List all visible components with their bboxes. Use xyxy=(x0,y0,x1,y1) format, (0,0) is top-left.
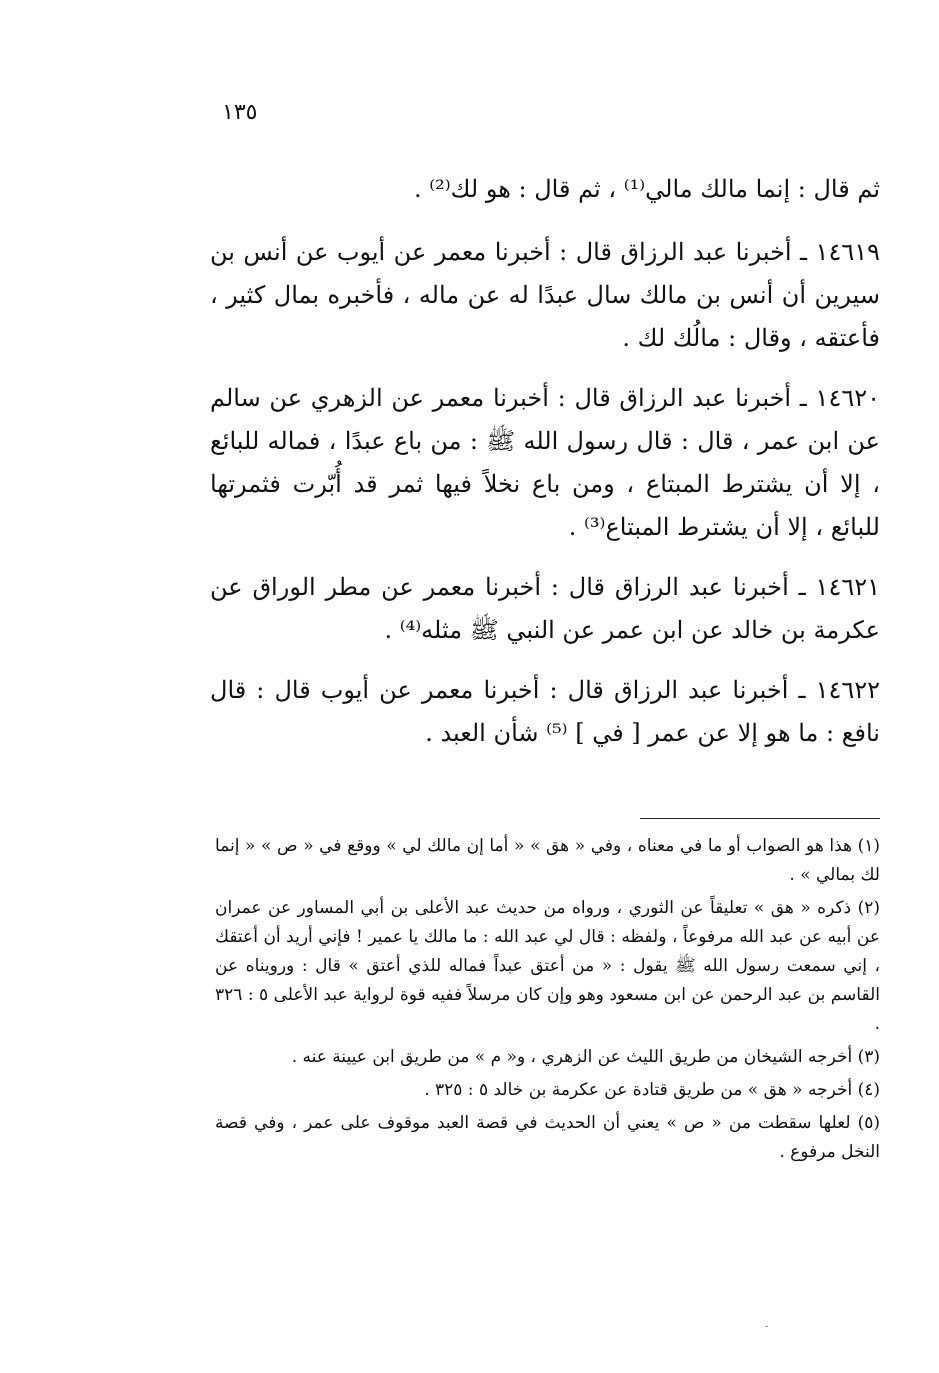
hadith-14621: ١٤٦٢١ ـ أخبرنا عبد الرزاق قال : أخبرنا معمر عن مطر الوراق عن عكرمة بن خالد عن ابن عمر عن النبي ﷺ مثله⁽⁴⁾ . xyxy=(210,573,880,644)
hadith-14619: ١٤٦١٩ ـ أخبرنا عبد الرزاق قال : أخبرنا معمر عن أيوب عن أنس بن سيرين أن أنس بن مالك سال عبدًا له عن ماله ، فأخبره بمال كثير ، فأعتقه ، وقال : مالُك لك . xyxy=(210,238,880,352)
main-text xyxy=(210,168,880,772)
footnote-4: (٤) أخرجه « هق » من طريق قتادة عن عكرمة بن خالد ٥ : ٣٢٥ . xyxy=(424,1080,880,1100)
footnote-2: (٢) ذكره « هق » تعليقاً عن الثوري ، ورواه من حديث عبد الأعلى بن أبي المساور عن عمران عن أبيه عن عبد الله مرفوعاً ، ولفظه : قال لي عبد الله : ما مالك يا عمير ! فإني أريد أن أعتقك ، إني سمعت رسول الله ﷺ يقول : « من أعتق عبداً فماله للذي أعتق » قال : ورويناه عن القاسم بن عبد الرحمن عن ابن مسعود وهو وإن كان مرسلاً ففيه قوة لرواية عبد الأعلى ٥ : ٣٢٦ . xyxy=(215,898,880,1034)
footnote-separator xyxy=(640,818,880,819)
hadith-14620: ١٤٦٢٠ ـ أخبرنا عبد الرزاق قال : أخبرنا معمر عن الزهري عن سالم عن ابن عمر ، قال : قال رسول الله ﷺ : من باع عبدًا ، فماله للبائع ، إلا أن يشترط المبتاع ، ومن باع نخلاً فيها ثمر قد أُبّرت فثمرتها للبائع ، إلا أن يشترط المبتاع⁽³⁾ . xyxy=(210,384,880,541)
scan-speck xyxy=(765,1326,768,1327)
paragraph-continuation: ثم قال : إنما مالك مالي⁽¹⁾ ، ثم قال : هو لك⁽²⁾ . xyxy=(413,175,880,203)
footnote-1: (١) هذا هو الصواب أو ما في معناه ، وفي « هق » « أما إن مالك لي » ووقع في « ص » « إنما لك بمالي » . xyxy=(215,836,880,885)
page-number: ١٣٥ xyxy=(222,100,258,125)
footnote-3: (٣) أخرجه الشيخان من طريق الليث عن الزهري ، و« م » من طريق ابن عيينة عنه . xyxy=(291,1047,880,1067)
hadith-14622: ١٤٦٢٢ ـ أخبرنا عبد الرزاق قال : أخبرنا معمر عن أيوب قال : قال نافع : ما هو إلا عن عمر [ في ] ⁽⁵⁾ شأن العبد . xyxy=(210,676,881,747)
footnotes xyxy=(215,832,880,1171)
footnote-5: (٥) لعلها سقطت من « ص » يعني أن الحديث في قصة العبد موقوف على عمر ، وفي قصة النخل مرفوع . xyxy=(215,1113,880,1162)
